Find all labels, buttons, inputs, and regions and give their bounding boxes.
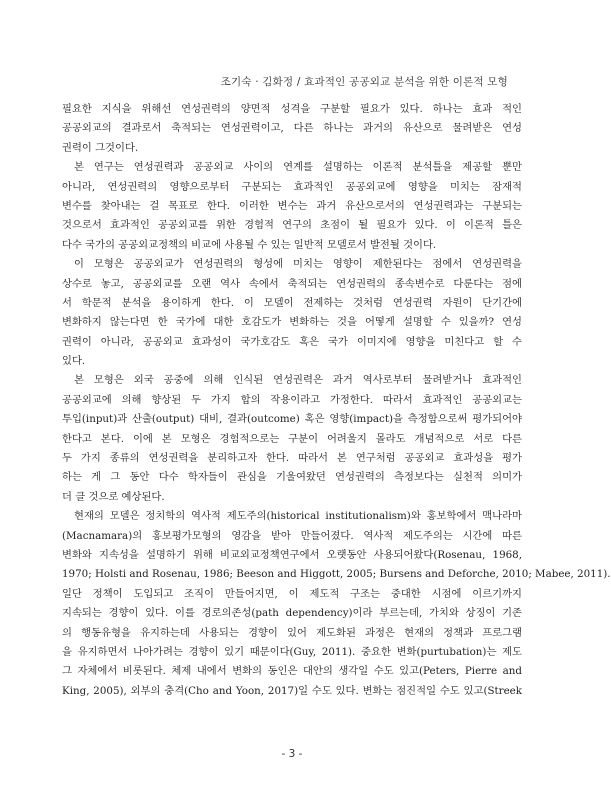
text-line: 권력이 그것이다.: [62, 141, 139, 154]
text-line: 것으로서 효과적인 공공외교를 위한 경험적 연구의 초점이 될 필요가 있다. 이 이론적 틀은: [62, 219, 522, 232]
body-text: [62, 100, 611, 701]
text-line: 지속되는 경향이 있다. 이를 경로의존성(path dependency)이라 부르는데, 가치와 상징이 기존: [62, 607, 522, 620]
paragraph: [62, 507, 611, 701]
paragraph: [62, 158, 522, 255]
text-line: 1970; Holsti and Rosenau, 1986; Beeson and Higgott, 2005; Bursens and Deforche, 2010; Mabee, 2011).: [62, 568, 611, 581]
text-line: 한다고 본다. 이에 본 모형은 경험적으로는 구분이 어려울지 몰라도 개념적으로 서로 다른: [62, 432, 523, 445]
paragraph: [62, 255, 522, 371]
text-line: 공공외교에 의해 향상된 두 가지 합의 작용이라고 가정한다. 따라서 효과적인 공공외교는: [62, 393, 522, 406]
text-line: 하는 게 그 동안 다수 학자들이 관심을 기울여왔던 연성권력의 측정보다는 실천적 의미가: [62, 471, 522, 484]
text-line: 변수를 찾아내는 걸 목표로 한다. 이러한 변수는 과거 유산으로서의 연성권력과는 구분되는: [62, 199, 522, 212]
text-line: (Macnamara)의 홍보평가모형의 영감을 받아 만들어졌다. 역사적 제도주의는 시간에 따른: [62, 529, 522, 542]
text-line: 있다.: [62, 355, 86, 368]
paragraph: [62, 371, 522, 507]
text-line: 그 자체에서 비롯된다. 체제 내에서 변화의 동인은 대안의 생각일 수도 있고(Peters, Pierre and: [62, 665, 522, 678]
text-line: 을 유지하면서 나아가려는 경향이 있기 때문이다(Guy, 2011). 중요한 변화(purtubation)는 제도: [62, 645, 522, 658]
text-line: 다수 국가의 공공외교정책의 비교에 사용될 수 있는 일반적 모델로서 발전될 것이다.: [62, 238, 437, 251]
text-line: 투입(input)과 산출(output) 대비, 결과(outcome) 혹은 영향(impact)을 측정함으로써 평가되어야: [62, 413, 522, 426]
text-line: 더 클 것으로 예상된다.: [62, 490, 165, 503]
text-line: 아니라, 연성권력의 영향으로부터 구분되는 효과적인 공공외교에 영향을 미치는 잠재적: [62, 180, 522, 193]
paragraph: [62, 100, 522, 158]
text-line: 이 모형은 공공외교가 연성권력의 형성에 미치는 영향이 제한된다는 점에서 연성권력을: [74, 258, 522, 271]
page-number: - 3 -: [281, 748, 303, 760]
text-line: 변화와 지속성을 설명하기 위해 비교외교정책연구에서 오랫동안 사용되어왔다(Rosenau, 1968,: [62, 548, 522, 561]
text-line: 본 모형은 외국 공중에 의해 인식된 연성권력은 과거 역사로부터 물려받거나 효과적인: [74, 374, 522, 387]
text-line: 두 가지 종류의 연성권력을 분리하고자 한다. 따라서 본 연구처럼 공공외교 효과성을 평가: [62, 452, 522, 465]
text-line: King, 2005), 외부의 충격(Cho and Yoon, 2017)일 수도 있다. 변화는 점진적일 수도 있고(Streek: [62, 684, 522, 697]
text-line: 의 행동유형을 유지하는데 사용되는 경향이 있어 제도화된 과정은 현재의 정책과 프로그램: [62, 626, 522, 639]
text-line: 변화하지 않는다면 한 국가에 대한 호감도가 변화하는 것을 어떻게 설명할 수 있을까? 연성: [62, 316, 522, 329]
running-header: 조기숙 · 김화정 / 효과적인 공공외교 분석을 위한 이론적 모형: [220, 76, 508, 88]
text-line: 권력이 아니라, 공공외교 효과성이 국가호감도 혹은 국가 이미지에 영향을 미친다고 할 수: [62, 335, 522, 348]
text-line: 상수로 놓고, 공공외교를 오랜 역사 속에서 축적되는 연성권력의 종속변수로 다룬다는 점에: [62, 277, 522, 290]
text-line: 일단 정책이 도입되고 조직이 만들어지면, 이 제도적 구조는 중대한 시점에 이르기까지: [62, 587, 522, 600]
text-line: 서 학문적 분석을 용이하게 한다. 이 모델이 전제하는 것처럼 연성권력 자원이 단기간에: [62, 296, 522, 309]
text-line: 필요한 지식을 위해선 연성권력의 양면적 성격을 구분할 필요가 있다. 하나는 효과 적인: [62, 103, 522, 115]
text-line: 현재의 모델은 정치학의 역사적 제도주의(historical institutionalism)와 홍보학에서 맥나라마: [74, 510, 522, 523]
text-line: 본 연구는 연성권력과 공공외교 사이의 연계를 설명하는 이론적 분석틀을 제공할 뿐만: [74, 161, 522, 174]
text-line: 공공외교의 결과로서 축적되는 연성권력이고, 다른 하나는 과거의 유산으로 물려받은 연성: [62, 122, 522, 135]
